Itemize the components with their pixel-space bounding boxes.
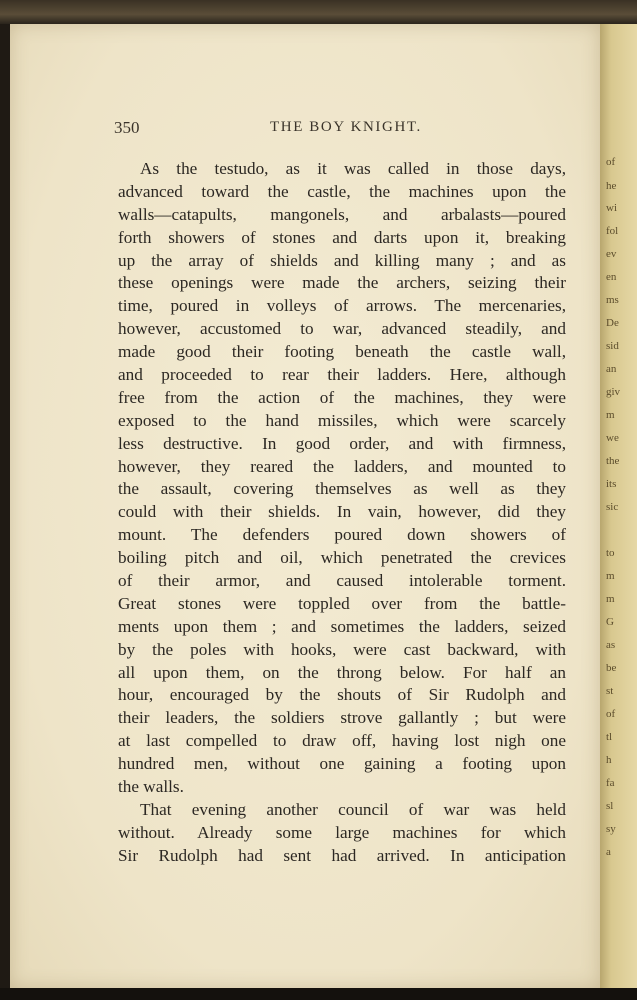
- text-line: walls—catapults, mangonels, and arbalasts—poured: [118, 204, 566, 224]
- next-page-fragment: De: [606, 317, 619, 329]
- text-line: at last compelled to draw off, having lost nigh one: [118, 731, 566, 751]
- next-page-fragment: sl: [606, 800, 614, 812]
- next-page-fragment: fa: [606, 777, 615, 789]
- text-line: the assault, covering themselves as well as they: [118, 479, 566, 499]
- book-bottom-edge: [0, 988, 637, 1000]
- text-line: advanced toward the castle, the machines upon the: [118, 181, 566, 201]
- book-top-edge: [0, 0, 637, 24]
- next-page-fragment: giv: [606, 386, 621, 398]
- next-page-fragment: an: [606, 363, 617, 375]
- text-line: by the poles with hooks, were cast backward, with: [118, 639, 566, 659]
- next-page-fragment: m: [606, 409, 615, 421]
- text-line: of their armor, and caused intolerable torment.: [118, 571, 566, 591]
- text-line: exposed to the hand missiles, which were scarcely: [118, 410, 566, 430]
- running-head: THE BOY KNIGHT.: [270, 119, 422, 135]
- next-page-fragment: of: [606, 708, 616, 720]
- next-page-fragment: en: [606, 271, 617, 283]
- text-line: all upon them, on the throng below. For half an: [118, 662, 566, 682]
- text-line: could with their shields. In vain, however, did they: [118, 502, 566, 522]
- next-page-fragment: h: [606, 754, 612, 766]
- text-line: their leaders, the soldiers strove gallantly ; but were: [118, 708, 566, 728]
- page-number: 350: [114, 118, 140, 137]
- text-line: hour, encouraged by the shouts of Sir Rudolph and: [118, 685, 566, 705]
- text-line: up the array of shields and killing many ; and as: [118, 250, 566, 270]
- text-line: however, accustomed to war, advanced steadily, and: [118, 319, 566, 339]
- next-page-fragment: ms: [606, 294, 619, 306]
- next-page-fragment: to: [606, 547, 615, 559]
- text-line: these openings were made the archers, seizing their: [118, 273, 566, 293]
- next-page-fragment: fol: [606, 225, 619, 237]
- next-page-fragment: its: [606, 478, 617, 490]
- text-line: less destructive. In good order, and with firmness,: [118, 433, 566, 453]
- body-text: [118, 158, 566, 868]
- text-line: made good their footing beneath the castle wall,: [118, 342, 566, 362]
- next-page-fragment: sid: [606, 340, 619, 352]
- next-page-fragment: m: [606, 593, 615, 605]
- text-line: Sir Rudolph had sent had arrived. In anticipation: [118, 845, 566, 865]
- next-page-edge: [600, 24, 637, 988]
- text-line: mount. The defenders poured down showers of: [118, 525, 566, 545]
- text-line: That evening another council of war was held: [140, 799, 566, 819]
- next-page-fragment: we: [606, 432, 619, 444]
- text-line: hundred men, without one gaining a footing upon: [118, 754, 566, 774]
- text-line: the walls.: [118, 777, 184, 797]
- next-page-fragment: sy: [606, 823, 616, 835]
- next-page-fragment: ev: [606, 248, 617, 260]
- next-page-fragment: the: [606, 455, 620, 467]
- next-page-fragment: wi: [606, 202, 617, 214]
- text-line: boiling pitch and oil, which penetrated the crevices: [118, 548, 566, 568]
- text-line: without. Already some large machines for which: [118, 822, 566, 842]
- text-line: time, poured in volleys of arrows. The mercenaries,: [118, 296, 566, 316]
- next-page-fragment: be: [606, 662, 617, 674]
- next-page-fragment: st: [606, 685, 614, 697]
- text-line: free from the action of the machines, they were: [118, 387, 566, 407]
- next-page-fragment: of: [606, 156, 616, 168]
- next-page-fragment: a: [606, 846, 611, 858]
- next-page-fragment: tl: [606, 731, 613, 743]
- next-page-fragment: he: [606, 180, 617, 192]
- text-line: ments upon them ; and sometimes the ladders, seized: [118, 616, 566, 636]
- text-line: and proceeded to rear their ladders. Here, although: [118, 365, 566, 385]
- next-page-fragment: as: [606, 639, 616, 651]
- next-page-fragment: G: [606, 616, 614, 628]
- text-line: however, they reared the ladders, and mounted to: [118, 456, 566, 476]
- next-page-fragment: m: [606, 570, 615, 582]
- text-line: As the testudo, as it was called in those days,: [140, 159, 566, 178]
- next-page-fragment: sic: [606, 501, 619, 513]
- text-line: forth showers of stones and darts upon it, breaking: [118, 227, 566, 247]
- page-header: [114, 118, 564, 140]
- text-line: Great stones were toppled over from the battle-: [118, 593, 566, 613]
